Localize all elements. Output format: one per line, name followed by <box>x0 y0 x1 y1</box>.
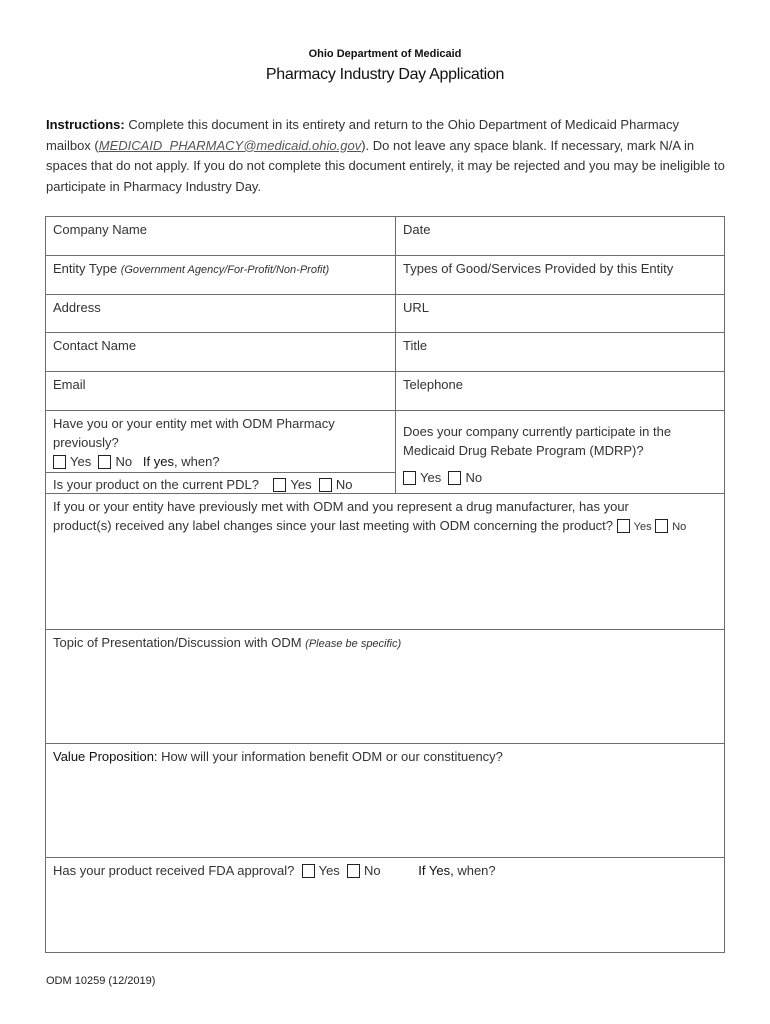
mdrp-yes-checkbox[interactable] <box>403 471 416 485</box>
fda-no-checkbox[interactable] <box>347 864 360 878</box>
fda-question: Has your product received FDA approval? <box>53 863 295 878</box>
instructions-label: Instructions: <box>46 117 125 132</box>
date-field[interactable] <box>395 216 725 256</box>
instructions-text-2: ). Do not leave any space blank. If necessary, mark N/A in spaces that do not apply. If you do not complete this document entirely, it may be rejected and you may be ineligible to participate in Pharmacy Industry Day. <box>46 137 725 194</box>
fda-approval-section[interactable] <box>45 857 725 953</box>
when-label: , when? <box>174 454 220 469</box>
url-field[interactable] <box>395 294 725 333</box>
met-previously-question-2: previously? <box>53 435 119 450</box>
mdrp-question-1: Does your company currently participate in the <box>403 424 672 439</box>
date-label: Date <box>403 222 431 237</box>
met-previously-no-label: No <box>115 454 133 469</box>
agency-name: Ohio Department of Medicaid <box>308 48 462 60</box>
mdrp-question-2: Medicaid Drug Rebate Program (MDRP)? <box>403 443 644 458</box>
met-previously-yes-checkbox[interactable] <box>53 455 66 469</box>
instructions-text-1: Complete this document in its entirety and return to the Ohio Department of Medicaid Pharmacy mailbox ( <box>46 117 679 153</box>
met-previously-question-1: Have you or your entity met with ODM Pharmacy <box>53 416 335 431</box>
label-changes-no-label: No <box>672 521 687 533</box>
met-previously-section <box>45 410 396 473</box>
entity-type-hint: (Government Agency/For-Profit/Non-Profit) <box>120 264 330 276</box>
label-changes-yes-checkbox[interactable] <box>617 519 630 533</box>
label-changes-question-1: If you or your entity have previously met with ODM and you represent a drug manufacturer, has your <box>53 499 629 514</box>
instructions <box>46 115 726 197</box>
contact-name-label: Contact Name <box>53 338 137 353</box>
met-previously-yes-label: Yes <box>70 454 92 469</box>
company-name-label: Company Name <box>53 222 147 237</box>
pdl-no-label: No <box>335 477 353 492</box>
company-name-field[interactable] <box>45 216 396 256</box>
form-title: Pharmacy Industry Day Application <box>265 66 505 83</box>
met-previously-no-checkbox[interactable] <box>98 455 111 469</box>
label-changes-no-checkbox[interactable] <box>655 519 668 533</box>
value-proposition-question: How will your information benefit ODM or our constituency? <box>157 749 503 764</box>
if-yes-label: If yes <box>142 454 174 469</box>
label-changes-question-2: product(s) received any label changes since your last meeting with ODM concerning the product? <box>53 518 614 533</box>
entity-type-label: Entity Type <box>53 261 118 276</box>
title-field[interactable] <box>395 332 725 372</box>
fda-when-label: when? <box>453 863 496 878</box>
label-changes-yes-label: Yes <box>633 521 652 533</box>
mdrp-section <box>395 410 725 494</box>
form-id: ODM 10259 (12/2019) <box>46 975 156 987</box>
fda-yes-label: Yes <box>318 863 340 878</box>
pdl-question: Is your product on the current PDL? <box>53 477 259 492</box>
label-changes-section[interactable] <box>45 493 725 630</box>
mdrp-no-checkbox[interactable] <box>448 471 461 485</box>
value-proposition-section[interactable] <box>45 743 725 858</box>
telephone-label: Telephone <box>403 377 463 392</box>
contact-name-field[interactable] <box>45 332 396 372</box>
fda-no-label: No <box>364 863 381 878</box>
telephone-field[interactable] <box>395 371 725 411</box>
mdrp-yes-label: Yes <box>420 470 442 485</box>
email-label: Email <box>53 377 86 392</box>
pdl-yes-checkbox[interactable] <box>273 478 286 492</box>
value-proposition-label: Value Proposition: <box>53 749 158 764</box>
topic-label: Topic of Presentation/Discussion with ODM <box>53 635 302 650</box>
fda-yes-checkbox[interactable] <box>302 864 315 878</box>
pdl-yes-label: Yes <box>290 477 312 492</box>
goods-services-field[interactable] <box>395 255 725 295</box>
email-field[interactable] <box>45 371 396 411</box>
pharmacy-email-link[interactable]: MEDICAID_PHARMACY@medicaid.ohio.gov <box>98 137 362 153</box>
topic-section[interactable] <box>45 629 725 744</box>
pdl-no-checkbox[interactable] <box>319 478 332 492</box>
mdrp-no-label: No <box>465 470 483 485</box>
entity-type-field[interactable] <box>45 255 396 295</box>
address-field[interactable] <box>45 294 396 333</box>
topic-hint: (Please be specific) <box>305 638 402 650</box>
pdl-section <box>45 472 396 494</box>
url-label: URL <box>403 300 430 315</box>
title-label: Title <box>403 338 428 353</box>
address-label: Address <box>53 300 101 315</box>
goods-services-label: Types of Good/Services Provided by this Entity <box>403 261 674 276</box>
fda-if-yes-label: If Yes, <box>418 863 454 878</box>
